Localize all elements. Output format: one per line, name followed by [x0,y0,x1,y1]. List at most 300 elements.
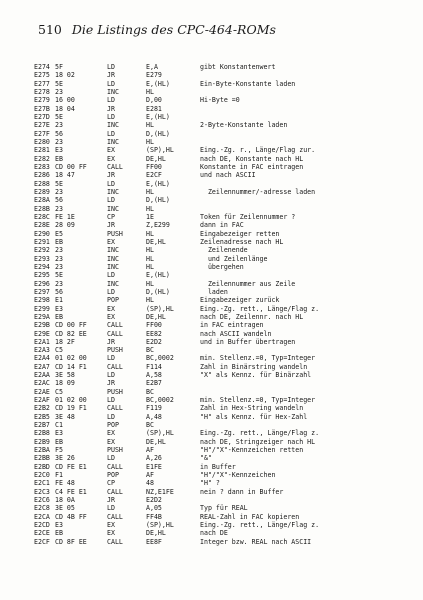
mnemonic: LD [107,112,115,121]
address: E286 [34,171,50,180]
operand: FF00 [146,162,162,171]
operand: (SP),HL [146,304,174,313]
operand: HL [146,246,154,255]
operand: BC,0002 [146,396,174,405]
operand: HL [146,262,154,271]
comment: REAL-Zahl in FAC kopieren [200,512,300,521]
address: E2A3 [34,346,50,355]
address: E2B9 [34,437,50,446]
listing-line [34,404,414,412]
operand: F114 [146,362,162,371]
opcode-bytes: E3 [55,521,63,530]
comment: Ein-Byte-Konstante laden [200,79,296,88]
comment: Eing.-Zg. rett., Länge/Flag z. [200,521,320,530]
listing-line [34,513,414,521]
mnemonic: POP [107,471,119,480]
opcode-bytes: 5E [55,271,63,280]
mnemonic: INC [107,279,119,288]
opcode-bytes: 5E [55,112,63,121]
operand: D,(HL) [146,196,170,205]
opcode-bytes: FE 48 [55,479,75,488]
mnemonic: LD [107,196,115,205]
opcode-bytes: 23 [55,254,63,263]
operand: DE,HL [146,437,166,446]
mnemonic: POP [107,421,119,430]
listing-line [34,496,414,504]
operand: HL [146,204,154,213]
listing-line [34,446,414,454]
comment: Zeilennummer aus Zeile [200,279,296,288]
address: E29E [34,329,50,338]
mnemonic: LD [107,504,115,513]
mnemonic: EX [107,312,115,321]
address: E281 [34,146,50,155]
address: E2C8 [34,504,50,513]
opcode-bytes: C5 [55,387,63,396]
listing-line [34,155,414,163]
comment: nein ? dann in Buffer [200,487,284,496]
listing-line [34,230,414,238]
listing-line [34,271,414,279]
opcode-bytes: 18 09 [55,379,75,388]
comment: Integer bzw. REAL nach ASCII [200,537,312,546]
opcode-bytes: CD FE E1 [55,462,87,471]
comment: Konstante in FAC eintragen [200,162,304,171]
opcode-bytes: F1 [55,471,63,480]
mnemonic: CP [107,479,115,488]
address: E296 [34,279,50,288]
operand: D,(HL) [146,129,170,138]
address: E2CE [34,529,50,538]
address: E2AF [34,396,50,405]
mnemonic: EX [107,529,115,538]
operand: A,05 [146,504,162,513]
comment: Zeilenadresse nach HL [200,237,284,246]
opcode-bytes: 56 [55,129,63,138]
address: E292 [34,246,50,255]
listing-line [34,88,414,96]
address: E28C [34,212,50,221]
mnemonic: CALL [107,321,123,330]
operand: E,(HL) [146,271,170,280]
listing-line [34,471,414,479]
comment: Eingabezeiger retten [200,229,280,238]
mnemonic: LD [107,287,115,296]
listing-line [34,379,414,387]
opcode-bytes: CD 19 F1 [55,404,87,413]
opcode-bytes: 56 [55,287,63,296]
address: E2BA [34,446,50,455]
operand: A,26 [146,454,162,463]
comment: nach DE, Stringzeiger nach HL [200,437,316,446]
opcode-bytes: CD 00 FF [55,162,87,171]
opcode-bytes: 3E 58 [55,371,75,380]
address: E275 [34,71,50,80]
opcode-bytes: EB [55,529,63,538]
opcode-bytes: 23 [55,187,63,196]
opcode-bytes: 3E 26 [55,454,75,463]
operand: E281 [146,104,162,113]
operand: BC [146,421,154,430]
opcode-bytes: 3E 05 [55,504,75,513]
operand: D,(HL) [146,287,170,296]
operand: HL [146,187,154,196]
opcode-bytes: 5F [55,63,63,71]
listing-line [34,429,414,437]
opcode-bytes: F5 [55,446,63,455]
mnemonic: LD [107,396,115,405]
listing-line [34,521,414,529]
opcode-bytes: CD 14 F1 [55,362,87,371]
operand: HL [146,296,154,305]
comment: Eing.-Zg. r., Länge/Flag zur. [200,146,316,155]
mnemonic: CALL [107,487,123,496]
mnemonic: CALL [107,512,123,521]
listing-line [34,479,414,487]
address: E29B [34,321,50,330]
mnemonic: EX [107,429,115,438]
listing-line [34,538,414,546]
address: E291 [34,237,50,246]
mnemonic: LD [107,129,115,138]
address: E277 [34,79,50,88]
listing-line [34,238,414,246]
operand: Z,E299 [146,221,170,230]
opcode-bytes: E5 [55,229,63,238]
mnemonic: LD [107,96,115,105]
mnemonic: LD [107,63,115,71]
address: E282 [34,154,50,163]
listing-line [34,396,414,404]
operand: HL [146,254,154,263]
operand: E1FE [146,462,162,471]
address: E279 [34,96,50,105]
operand: E,(HL) [146,179,170,188]
address: E280 [34,137,50,146]
comment: und nach ASCII [200,171,256,180]
address: E2C6 [34,496,50,505]
operand: E279 [146,71,162,80]
opcode-bytes: 18 47 [55,171,75,180]
comment: und Zeilenlänge [200,254,268,263]
operand: (SP),HL [146,429,174,438]
mnemonic: LD [107,179,115,188]
operand: E2B7 [146,379,162,388]
operand: D,00 [146,96,162,105]
opcode-bytes: FE 1E [55,212,75,221]
comment: laden [200,287,228,296]
listing-line [34,421,414,429]
listing-line [34,221,414,229]
mnemonic: EX [107,146,115,155]
opcode-bytes: E1 [55,296,63,305]
comment: Eing.-Zg. rett., Länge/Flag z. [200,429,320,438]
opcode-bytes: 23 [55,137,63,146]
comment: Zahl in Hex-String wandeln [200,404,304,413]
opcode-bytes: 23 [55,262,63,271]
mnemonic: JR [107,496,115,505]
listing-line [34,188,414,196]
page-header [38,22,398,42]
comment: nach DE [200,529,228,538]
mnemonic: INC [107,246,119,255]
opcode-bytes: 28 09 [55,221,75,230]
listing-line [34,263,414,271]
listing-line [34,255,414,263]
address: E2A1 [34,337,50,346]
operand: BC [146,346,154,355]
listing-line [34,330,414,338]
comment: in FAC eintragen [200,321,264,330]
mnemonic: INC [107,187,119,196]
operand: E,A [146,63,158,71]
listing-line [34,130,414,138]
mnemonic: INC [107,204,119,213]
operand: 1E [146,212,154,221]
comment: "H" ? [200,479,220,488]
listing-line [34,113,414,121]
listing-line [34,321,414,329]
address: E2BD [34,462,50,471]
opcode-bytes: CD 4B FF [55,512,87,521]
comment: dann in FAC [200,221,244,230]
opcode-bytes: C4 FE E1 [55,487,87,496]
opcode-bytes: EB [55,237,63,246]
address: E27E [34,121,50,130]
listing-line [34,280,414,288]
listing-line [34,180,414,188]
mnemonic: PUSH [107,346,123,355]
mnemonic: CALL [107,462,123,471]
operand: FF00 [146,321,162,330]
listing-line [34,346,414,354]
opcode-bytes: CD 00 FF [55,321,87,330]
mnemonic: LD [107,79,115,88]
operand: EE82 [146,329,162,338]
mnemonic: PUSH [107,229,123,238]
address: E28B [34,204,50,213]
opcode-bytes: E3 [55,146,63,155]
opcode-bytes: 18 0A [55,496,75,505]
opcode-bytes: 3E 48 [55,412,75,421]
mnemonic: JR [107,379,115,388]
operand: HL [146,229,154,238]
comment: "&" [200,454,212,463]
operand: DE,HL [146,529,166,538]
listing-line [34,454,414,462]
listing-line [34,96,414,104]
mnemonic: PUSH [107,387,123,396]
comment: nach DE, Konstante nach HL [200,154,304,163]
mnemonic: EX [107,304,115,313]
address: E2CD [34,521,50,530]
address: E2C0 [34,471,50,480]
listing-line [34,80,414,88]
page-number: 510 [38,22,62,37]
mnemonic: LD [107,271,115,280]
listing-line [34,371,414,379]
operand: F119 [146,404,162,413]
mnemonic: LD [107,371,115,380]
mnemonic: INC [107,121,119,130]
operand: E,(HL) [146,79,170,88]
listing-line [34,305,414,313]
address: E289 [34,187,50,196]
listing-line [34,504,414,512]
mnemonic: LD [107,454,115,463]
listing-line [34,63,414,71]
comment: Eingabezeiger zurück [200,296,280,305]
mnemonic: JR [107,71,115,80]
listing-line [34,313,414,321]
mnemonic: JR [107,171,115,180]
opcode-bytes: 23 [55,204,63,213]
mnemonic: EX [107,437,115,446]
listing-line [34,171,414,179]
address: E2B5 [34,412,50,421]
comment: "X" als Kennz. für Binärzahl [200,371,312,380]
mnemonic: JR [107,337,115,346]
mnemonic: EX [107,521,115,530]
opcode-bytes: C1 [55,421,63,430]
operand: E2D2 [146,337,162,346]
operand: HL [146,137,154,146]
comment: gibt Konstantenwert [200,63,276,71]
address: E2B2 [34,404,50,413]
listing-line [34,246,414,254]
operand: E2D2 [146,496,162,505]
mnemonic: LD [107,412,115,421]
operand: (SP),HL [146,146,174,155]
comment: übergehen [200,262,244,271]
mnemonic: INC [107,262,119,271]
comment: "H"/"X"-Kennzeichen [200,471,276,480]
operand: DE,HL [146,154,166,163]
address: E2AE [34,387,50,396]
listing-line [34,338,414,346]
opcode-bytes: 23 [55,279,63,288]
listing-line [34,363,414,371]
mnemonic: INC [107,254,119,263]
mnemonic: EX [107,154,115,163]
operand: HL [146,121,154,130]
operand: BC [146,387,154,396]
listing-line [34,105,414,113]
mnemonic: CALL [107,162,123,171]
opcode-bytes: 23 [55,121,63,130]
opcode-bytes: 18 04 [55,104,75,113]
address: E298 [34,296,50,305]
address: E29A [34,312,50,321]
operand: DE,HL [146,237,166,246]
operand: AF [146,471,154,480]
address: E2A4 [34,354,50,363]
mnemonic: JR [107,104,115,113]
address: E283 [34,162,50,171]
mnemonic: PUSH [107,446,123,455]
mnemonic: INC [107,137,119,146]
address: E2B8 [34,429,50,438]
opcode-bytes: E3 [55,304,63,313]
listing-line [34,196,414,204]
address: E274 [34,63,50,71]
mnemonic: LD [107,354,115,363]
address: E288 [34,179,50,188]
operand: HL [146,87,154,96]
page-title: Die Listings des CPC-464-ROMs [71,22,276,37]
opcode-bytes: 18 02 [55,71,75,80]
mnemonic: JR [107,221,115,230]
comment: in Buffer [200,462,236,471]
mnemonic: INC [107,87,119,96]
address: E278 [34,87,50,96]
address: E28A [34,196,50,205]
opcode-bytes: 01 02 00 [55,396,87,405]
listing-line [34,488,414,496]
comment: und in Buffer übertragen [200,337,296,346]
comment: min. Stellenz.=0, Typ=Integer [200,396,316,405]
assembly-listing [34,63,414,546]
comment: 2-Byte-Konstante laden [200,121,288,130]
opcode-bytes: 5E [55,179,63,188]
opcode-bytes: 01 02 00 [55,354,87,363]
address: E295 [34,271,50,280]
operand: A,48 [146,412,162,421]
comment: nach ASCII wandeln [200,329,272,338]
address: E2AA [34,371,50,380]
listing-line [34,463,414,471]
address: E27B [34,104,50,113]
opcode-bytes: 16 00 [55,96,75,105]
comment: Zeilennummer/-adresse laden [200,187,316,196]
address: E2CF [34,537,50,546]
address: E27F [34,129,50,138]
operand: NZ,E1FE [146,487,174,496]
comment: min. Stellenz.=0, Typ=Integer [200,354,316,363]
address: E297 [34,287,50,296]
listing-line [34,529,414,537]
address: E290 [34,229,50,238]
listing-line [34,296,414,304]
listing-line [34,438,414,446]
operand: AF [146,446,154,455]
address: E299 [34,304,50,313]
comment: nach DE, Zeilennr. nach HL [200,312,304,321]
address: E2CA [34,512,50,521]
address: E2C3 [34,487,50,496]
opcode-bytes: 56 [55,196,63,205]
address: E2B7 [34,421,50,430]
address: E28E [34,221,50,230]
comment: Typ für REAL [200,504,248,513]
address: E27D [34,112,50,121]
comment: "H" als Kennz. für Hex-Zahl [200,412,308,421]
operand: A,58 [146,371,162,380]
listing-line [34,146,414,154]
listing-line [34,413,414,421]
operand: E,(HL) [146,112,170,121]
comment: "H"/"X"-Kennzeichen retten [200,446,304,455]
opcode-bytes: 5E [55,79,63,88]
mnemonic: CALL [107,329,123,338]
address: E2A7 [34,362,50,371]
opcode-bytes: EB [55,312,63,321]
address: E2AC [34,379,50,388]
listing-line [34,205,414,213]
operand: (SP),HL [146,521,174,530]
listing-line [34,163,414,171]
comment: Eing.-Zg. rett., Länge/Flag z. [200,304,320,313]
